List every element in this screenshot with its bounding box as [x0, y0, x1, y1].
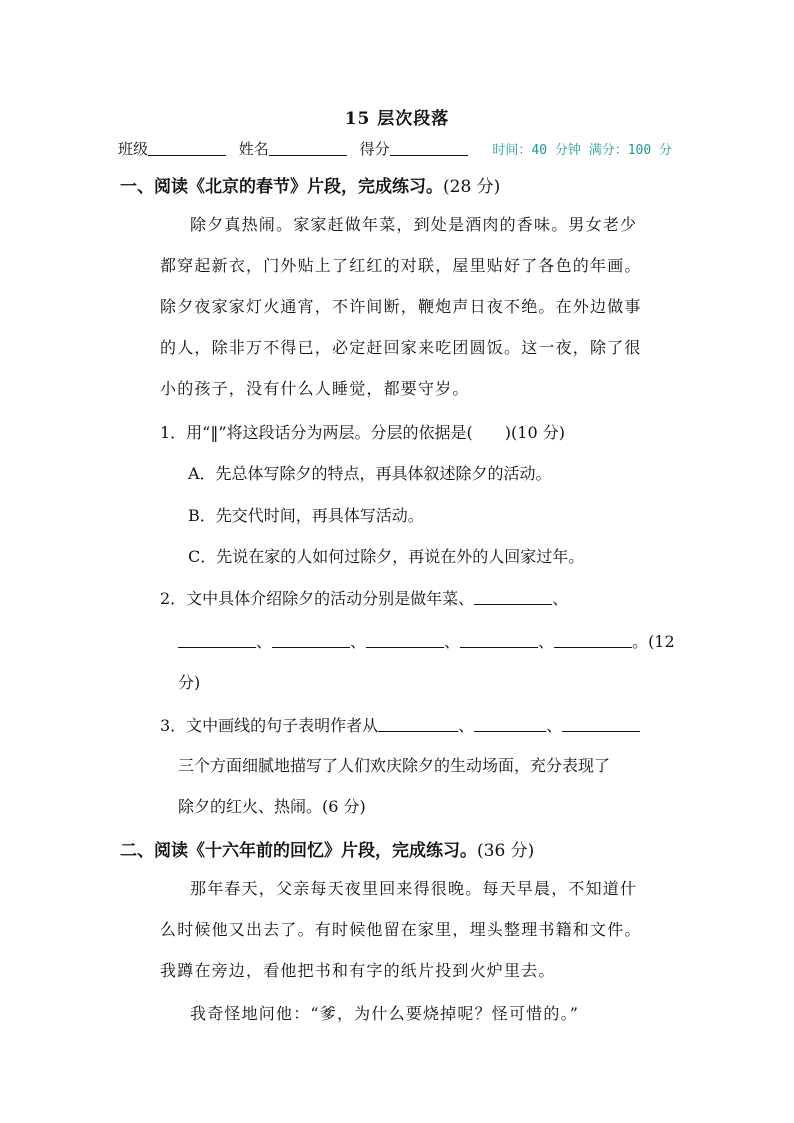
q2-sep: 、	[538, 632, 555, 651]
section1-heading	[120, 172, 500, 197]
question-1-option-c[interactable]: C．先说在家的人如何过除夕，再说在外的人回家过年。	[188, 547, 585, 566]
question-3	[160, 713, 640, 736]
passage2-line-1: 那年春天，父亲每天夜里回来得很晚。每天早晨，不知道什	[190, 879, 638, 898]
q2-sep: 、	[256, 632, 273, 651]
passage1-line-4: 的人，除非万不得已，必定赶回家来吃团圆饭。这一夜，除了很	[160, 338, 642, 357]
score-label: 得分	[359, 140, 390, 158]
passage1-line-2: 都穿起新衣，门外贴上了红红的对联，屋里贴好了各色的年画。	[160, 256, 642, 275]
class-label: 班级	[118, 140, 149, 158]
q2-sep: 、	[552, 589, 569, 608]
q3-blank-2[interactable]	[474, 717, 546, 732]
section2-heading-text: 二、阅读《十六年前的回忆》片段，完成练习。	[120, 841, 477, 861]
section1-heading-text: 一、阅读《北京的春节》片段，完成练习。	[120, 177, 443, 197]
q2-blank-5[interactable]	[460, 633, 538, 648]
student-info-row	[118, 138, 672, 159]
section2-heading	[120, 836, 534, 861]
class-blank[interactable]	[148, 141, 226, 156]
passage1-line-1: 除夕真热闹。家家赶做年菜，到处是酒肉的香味。男女老少	[190, 215, 638, 234]
passage2-line-2: 么时候他又出去了。有时候他留在家里，埋头整理书籍和文件。	[160, 920, 642, 939]
question-2-text: 2．文中具体介绍除夕的活动分别是做年菜、	[160, 589, 475, 608]
question-3-text: 3．文中画线的句子表明作者从	[160, 716, 379, 735]
name-label: 姓名	[238, 140, 269, 158]
name-blank[interactable]	[269, 141, 347, 156]
q2-blank-2[interactable]	[178, 633, 256, 648]
q3-sep: 、	[546, 716, 563, 735]
q3-blank-1[interactable]	[378, 717, 458, 732]
question-2-line-2	[178, 629, 675, 652]
question-3-line-3: 除夕的红火、热闹。(6 分)	[178, 797, 366, 816]
passage2-dialogue: 我奇怪地问他：“爹，为什么要烧掉呢？怪可惜的。”	[190, 1004, 580, 1023]
q2-blank-4[interactable]	[366, 633, 444, 648]
page-title: 15 层次段落	[344, 109, 450, 129]
passage1-line-5: 小的孩子，没有什么人睡觉，都要守岁。	[160, 379, 470, 398]
question-1: 1．用“‖”将这段话分为两层。分层的依据是( )(10 分)	[160, 423, 565, 442]
section1-points: (28 分)	[443, 177, 501, 197]
question-2-tail: 分)	[178, 673, 201, 692]
q2-blank-3[interactable]	[272, 633, 350, 648]
question-3-line-2: 三个方面细腻地描写了人们欢庆除夕的生动场面，充分表现了	[178, 756, 611, 775]
question-2	[160, 586, 568, 609]
passage1-line-3: 除夕夜家家灯火通宵，不许间断，鞭炮声日夜不绝。在外边做事	[160, 297, 642, 316]
q3-sep: 、	[458, 716, 475, 735]
question-1-option-b[interactable]: B．先交代时间，再具体写活动。	[188, 506, 424, 525]
passage2-line-3: 我蹲在旁边，看他把书和有字的纸片投到火炉里去。	[160, 961, 556, 980]
q2-end: 。(12	[632, 632, 675, 651]
q2-blank-1[interactable]	[474, 590, 552, 605]
section2-points: (36 分)	[477, 841, 535, 861]
question-1-option-a[interactable]: A．先总体写除夕的特点，再具体叙述除夕的活动。	[188, 464, 552, 483]
time-info: 时间：40 分钟 满分：100 分	[492, 143, 673, 158]
score-blank[interactable]	[390, 141, 468, 156]
q2-sep: 、	[444, 632, 461, 651]
q2-blank-6[interactable]	[554, 633, 632, 648]
q3-blank-3[interactable]	[562, 717, 640, 732]
q2-sep: 、	[350, 632, 367, 651]
